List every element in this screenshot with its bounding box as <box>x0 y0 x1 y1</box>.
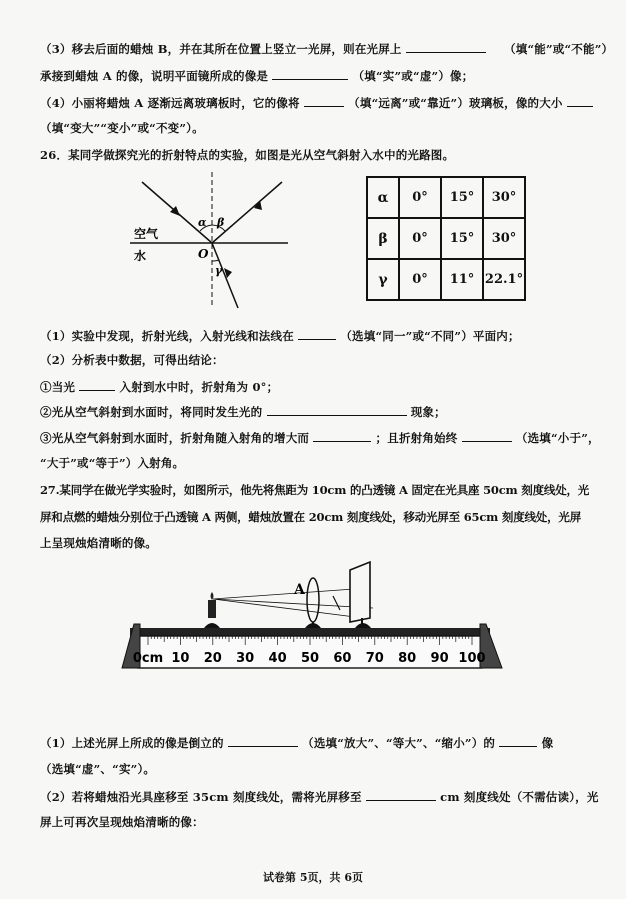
q27-line-3: 上呈现烛焰清晰的像。 <box>40 536 157 550</box>
answer-blank[interactable] <box>406 40 486 53</box>
air-label: 空气 <box>134 227 159 241</box>
q27-text: （1）上述光屏上所成的像是倒立的 <box>40 736 224 750</box>
q27-line-2: 屏和点燃的蜡烛分别位于凸透镜 A 两侧，蜡烛放置在 20cm 刻度线处，移动光屏至 65cm 刻度线处，光屏 <box>40 510 581 524</box>
answer-blank[interactable] <box>462 429 512 442</box>
water-label: 水 <box>134 249 147 263</box>
q26-text: ；且折射角始终 <box>375 431 458 445</box>
table-cell: 0° <box>399 259 441 300</box>
q26-sub2: （2）分析表中数据，可得出结论： <box>40 353 224 367</box>
q26-conclusion-3-cont: “大于”或“等于”）入射角。 <box>40 456 185 470</box>
q27-text: （2）若将蜡烛沿光具座移至 35cm 刻度线处，需将光屏移至 <box>40 790 362 804</box>
q26-text: （选填“同一”或“不同”）平面内； <box>340 329 520 343</box>
answer-blank[interactable] <box>228 734 298 747</box>
q26-text: （1）实验中发现，折射光线，入射光线和法线在 <box>40 329 294 343</box>
q26-text: （选填“小于”， <box>515 431 600 445</box>
scale-label: 20 <box>203 651 222 666</box>
q26-conclusion-3 <box>40 429 600 446</box>
q26-text: ①当光 <box>40 380 76 394</box>
answer-blank[interactable] <box>79 378 115 391</box>
q27-sub1 <box>40 734 553 751</box>
q27-text: （选填“放大”、“等大”、“缩小”）的 <box>302 736 496 750</box>
q26-text: 入射到水中时，折射角为 0°； <box>119 380 279 394</box>
q26-conclusion-2 <box>40 403 446 420</box>
q26-conclusion-1 <box>40 378 278 395</box>
reflected-ray <box>212 182 282 243</box>
light-ray <box>213 599 373 608</box>
candle-holder <box>204 623 220 628</box>
scale-label: 50 <box>300 651 320 666</box>
scale-label: 30 <box>236 651 255 666</box>
table-cell: 30° <box>483 177 525 218</box>
image-arrow <box>333 596 340 610</box>
scale-label: 80 <box>398 651 417 666</box>
page-footer: 试卷第 5页，共 6页 <box>263 871 363 884</box>
table-cell: 15° <box>441 218 483 259</box>
lens-label: A <box>294 582 305 598</box>
scale-label: 70 <box>365 651 384 666</box>
point-o-label: O <box>198 247 209 261</box>
table-cell: 0° <box>399 177 441 218</box>
screen-holder <box>355 623 371 628</box>
table-cell: 11° <box>441 259 483 300</box>
q27-sub2 <box>40 788 599 805</box>
refraction-diagram <box>120 168 320 318</box>
light-ray <box>213 588 368 599</box>
q25-line-4 <box>40 67 473 84</box>
angle-data-table <box>366 176 526 301</box>
candle <box>208 600 216 618</box>
scale-label: 90 <box>430 651 449 666</box>
q25-text: （填“变大”“变小”或“不变”）。 <box>40 121 204 135</box>
lens-holder <box>305 623 321 628</box>
scale-label: 40 <box>268 651 287 666</box>
alpha-label: α <box>198 216 207 229</box>
q26-intro: 26．某同学做探究光的折射特点的实验，如图是光从空气斜射入水中的光路图。 <box>40 148 455 162</box>
table-row <box>367 177 525 218</box>
q25-line-5 <box>40 94 593 111</box>
q25-text: 承接到蜡烛 A 的像，说明平面镜所成的像是 <box>40 69 269 83</box>
table-row <box>367 259 525 300</box>
answer-blank[interactable] <box>304 94 344 107</box>
table-cell: 0° <box>399 218 441 259</box>
table-cell: 15° <box>441 177 483 218</box>
q26-text: ③光从空气斜射到水面时，折射角随入射角的增大而 <box>40 431 310 445</box>
table-cell: 30° <box>483 218 525 259</box>
q25-line-6 <box>40 120 204 136</box>
answer-blank[interactable] <box>567 94 593 107</box>
bench-rail <box>130 628 490 636</box>
table-cell: 22.1° <box>483 259 525 300</box>
q27-line-1: 27.某同学在做光学实验时，如图所示，他先将焦距为 10cm 的凸透镜 A 固定在光具座 50cm 刻度线处，光 <box>40 483 590 497</box>
q25-text: （填“实”或“虚”）像； <box>352 69 474 83</box>
q27-sub2-cont: 屏上可再次呈现烛焰清晰的像： <box>40 815 204 829</box>
scale-label: 0cm <box>132 651 164 666</box>
answer-blank[interactable] <box>366 788 436 801</box>
q27-text: cm 刻度线处（不需估读），光 <box>440 790 599 804</box>
scale-label: 10 <box>171 651 190 666</box>
q25-text: （填“能”或“不能”） <box>504 42 614 56</box>
answer-blank[interactable] <box>298 327 336 340</box>
gamma-arc <box>212 260 219 261</box>
q26-sub1 <box>40 327 520 344</box>
light-ray <box>213 599 363 618</box>
q26-text: ②光从空气斜射到水面时，将同时发生光的 <box>40 405 263 419</box>
row-symbol: α <box>367 177 399 218</box>
q25-line-3 <box>40 40 613 57</box>
optical-bench-diagram <box>118 558 518 678</box>
table-row <box>367 218 525 259</box>
q27-text: 像 <box>541 736 554 750</box>
scale-label: 60 <box>333 651 352 666</box>
q25-text: （填“远离”或“靠近”）玻璃板，像的大小 <box>348 96 563 110</box>
q27-sub1-cont: （选填“虚”、“实”）。 <box>40 762 156 776</box>
answer-blank[interactable] <box>313 429 371 442</box>
row-symbol: γ <box>367 259 399 300</box>
answer-blank[interactable] <box>267 403 407 416</box>
q25-text: （4）小丽将蜡烛 A 逐渐远离玻璃板时，它的像将 <box>40 96 300 110</box>
answer-blank[interactable] <box>499 734 537 747</box>
q25-text: （3）移去后面的蜡烛 B，并在其所在位置上竖立一光屏，则在光屏上 <box>40 42 402 56</box>
scale-label: 100 <box>458 651 486 666</box>
answer-blank[interactable] <box>272 67 348 80</box>
convex-lens <box>307 578 319 622</box>
gamma-label: γ <box>215 264 223 277</box>
beta-label: β <box>217 216 225 229</box>
row-symbol: β <box>367 218 399 259</box>
q26-text: 现象； <box>410 405 446 419</box>
light-screen <box>350 562 370 622</box>
